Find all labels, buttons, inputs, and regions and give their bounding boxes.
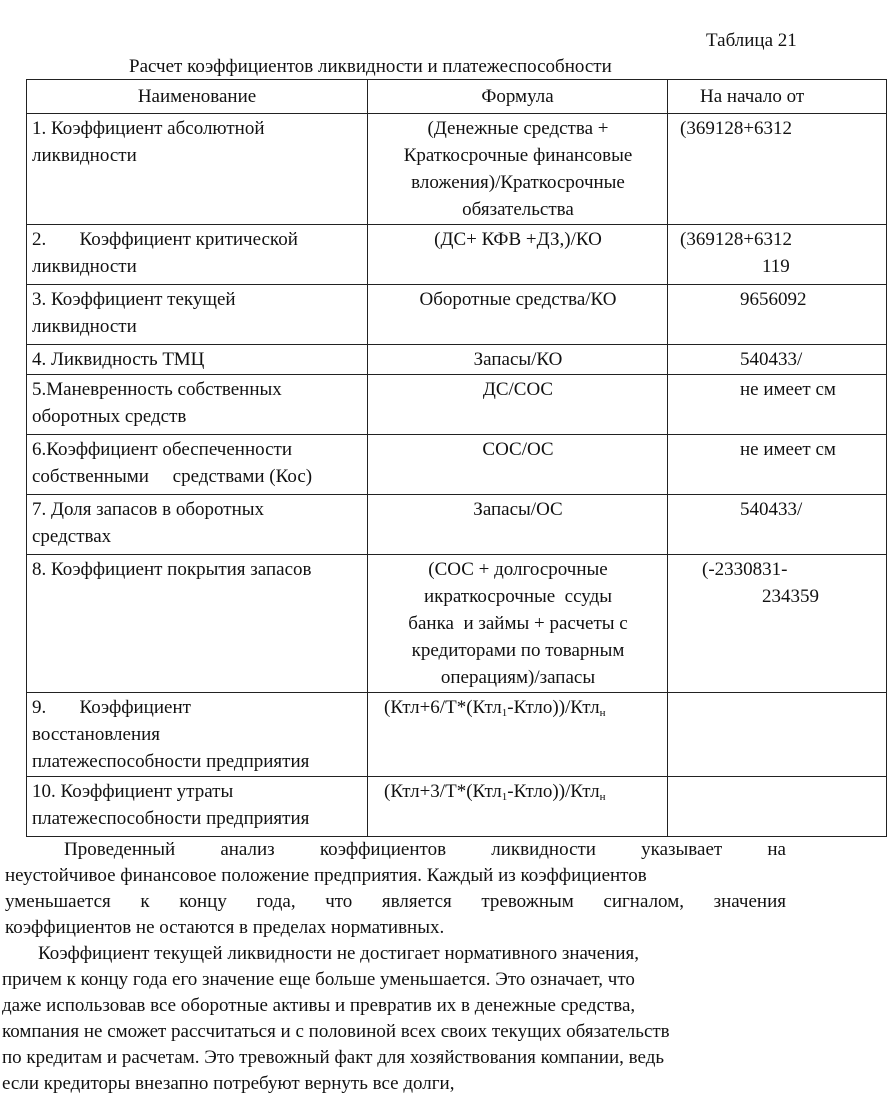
formula-text: -Ктло))/Ктл [507,781,600,802]
header-name: Наименование [27,80,368,114]
cell-name-line: 7. Доля запасов в оборотных [32,499,264,520]
cell-start-value [668,375,887,435]
cell-name [27,495,368,555]
cell-start-value [668,777,887,837]
cell-start-line: 9656092 [740,289,807,310]
cell-name [27,114,368,225]
cell-name-line: 10. Коэффициент утраты [32,781,234,802]
cell-name-line: собственными средствами (Кос) [32,466,313,487]
cell-name [27,375,368,435]
cell-start-value [668,225,887,285]
table-row [27,555,887,693]
cell-name [27,777,368,837]
table-row [27,435,887,495]
cell-name-line: ликвидности [32,145,137,166]
cell-formula-line: икраткосрочные ссуды [423,586,613,607]
liquidity-table [26,79,887,837]
cell-formula [368,693,668,777]
formula-text: (Ктл+6/Т*(Ктл [384,697,502,718]
cell-name [27,435,368,495]
cell-name-line: оборотных средств [32,406,187,427]
cell-name-line: 8. Коэффициент покрытия запасов [32,559,312,580]
table-row [27,495,887,555]
cell-name-line: 3. Коэффициент текущей [32,289,236,310]
cell-name-line: 1. Коэффициент абсолютной [32,118,265,139]
cell-name [27,225,368,285]
cell-start-line: (369128+6312 [680,229,793,250]
cell-start-line: 234359 [762,586,819,607]
paragraph-line: Коэффициент текущей ликвидности не достигает нормативного значения, [38,943,639,964]
cell-start-line: не имеет см [740,379,836,400]
cell-name-line: 4. Ликвидность ТМЦ [32,349,205,370]
cell-name-line: ликвидности [32,256,137,277]
cell-start-line: (369128+6312 [680,118,793,139]
cell-start-value [668,555,887,693]
paragraph-line: даже использовав все оборотные активы и превратив их в денежные средства, [2,995,636,1016]
cell-name-line: 2. Коэффициент критической [32,229,298,250]
cell-formula-line: (Денежные средства + [427,118,609,139]
table-row [27,285,887,345]
cell-formula-line: обязательства [462,199,574,220]
cell-formula [368,555,668,693]
formula-subscript: 1 [501,707,508,719]
cell-start-value [668,435,887,495]
cell-formula-line: операциям)/запасы [440,667,596,688]
paragraph-line: коэффициентов не остаются в пределах нормативных. [5,917,445,938]
cell-name [27,345,368,375]
cell-formula-line [384,778,663,808]
cell-name [27,693,368,777]
header-start: На начало от [668,80,887,114]
formula-subscript: н [599,791,606,803]
cell-name-line: восстановления [32,724,161,745]
cell-formula [368,375,668,435]
cell-formula [368,777,668,837]
cell-formula-line [384,694,663,724]
cell-formula [368,495,668,555]
paragraph-line: компания не сможет рассчитаться и с половиной всех своих текущих обязательств [2,1021,670,1042]
cell-start-value [668,114,887,225]
table-number: Таблица 21 [706,30,797,51]
paragraph-line: Проведенный анализ коэффициентов ликвидности указывает на [64,839,786,860]
cell-formula-line: (СОС + долгосрочные [428,559,608,580]
cell-start-line: 540433/ [740,349,803,370]
cell-formula-line: ДС/СОС [482,379,554,400]
cell-formula [368,114,668,225]
cell-formula-line: кредиторами по товарным [411,640,625,661]
cell-name [27,555,368,693]
cell-formula-line: (ДС+ КФВ +ДЗ,)/КО [434,229,602,250]
cell-name-line: 9. Коэффициент [32,697,191,718]
cell-start-value [668,495,887,555]
formula-text: (Ктл+3/Т*(Ктл [384,781,502,802]
cell-start-value [668,693,887,777]
table-row [27,345,887,375]
cell-formula [368,345,668,375]
table-row [27,777,887,837]
paragraph-line: уменьшается к концу года, что является тревожным сигналом, значения [5,891,786,912]
table-row [27,114,887,225]
cell-formula [368,435,668,495]
cell-start-line: 119 [762,256,790,277]
cell-name-line: платежеспособности предприятия [32,751,310,772]
cell-formula-line: банка и займы + расчеты с [408,613,628,634]
paragraph-line: причем к концу года его значение еще больше уменьшается. Это означает, что [2,969,635,990]
cell-name-line: 6.Коэффициент обеспеченности [32,439,293,460]
table-row [27,693,887,777]
paragraph-line: если кредиторы внезапно потребуют вернуть все долги, [2,1073,455,1094]
paragraph-line: неустойчивое финансовое положение предприятия. Каждый из коэффициентов [5,865,647,886]
cell-start-line: не имеет см [740,439,836,460]
cell-formula-line: Оборотные средства/КО [419,289,617,310]
paragraph-line: по кредитам и расчетам. Это тревожный факт для хозяйствования компании, ведь [2,1047,665,1068]
cell-name-line: 5.Маневренность собственных [32,379,282,400]
cell-name-line: средствах [32,526,112,547]
header-formula: Формула [368,80,668,114]
cell-formula [368,285,668,345]
formula-text: -Ктло))/Ктл [507,697,600,718]
cell-name-line: ликвидности [32,316,137,337]
cell-name [27,285,368,345]
cell-formula [368,225,668,285]
cell-formula-line: Краткосрочные финансовые [403,145,633,166]
formula-subscript: н [599,707,606,719]
cell-formula-line: СОС/ОС [482,439,554,460]
table-header-row [27,80,887,114]
cell-name-line: платежеспособности предприятия [32,808,310,829]
cell-formula-line: вложения)/Краткосрочные [411,172,625,193]
cell-start-value [668,345,887,375]
cell-start-line: 540433/ [740,499,803,520]
cell-formula-line: Запасы/ОС [473,499,563,520]
table-title: Расчет коэффициентов ликвидности и платежеспособности [129,56,612,77]
table-row [27,375,887,435]
cell-start-line: (-2330831- [702,559,788,580]
formula-subscript: 1 [501,791,508,803]
cell-start-value [668,285,887,345]
table-row [27,225,887,285]
cell-formula-line: Запасы/КО [473,349,563,370]
